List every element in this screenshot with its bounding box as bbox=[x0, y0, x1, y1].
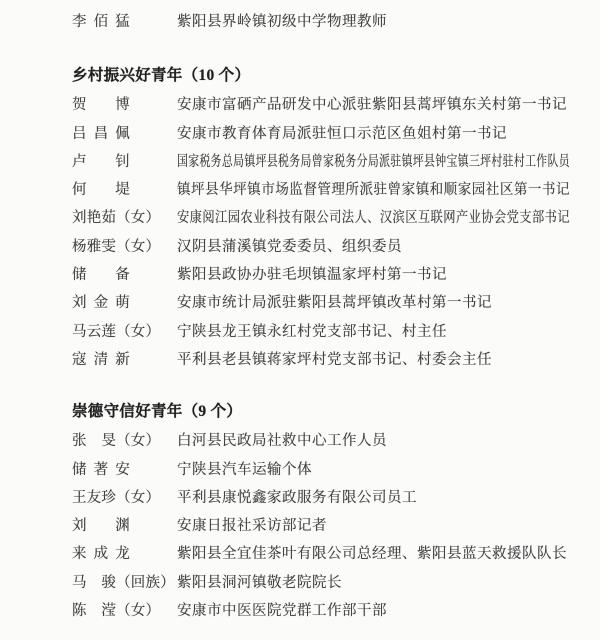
award-section bbox=[72, 397, 570, 625]
recipient-name: 寇清新 bbox=[72, 351, 130, 368]
award-row bbox=[72, 512, 570, 540]
recipient-title: 汉阴县蒲溪镇党委委员、组织委员 bbox=[177, 238, 402, 255]
recipient-title: 紫阳县政协办驻毛坝镇温家坪村第一书记 bbox=[177, 267, 447, 284]
award-row bbox=[72, 569, 570, 597]
recipient-name: 李佰猛 bbox=[72, 14, 130, 30]
section-rows bbox=[72, 91, 570, 374]
award-row bbox=[72, 204, 570, 232]
recipient-title: 平利县康悦鑫家政服务有限公司员工 bbox=[177, 489, 417, 506]
recipient-title: 安康市中医医院党群工作部干部 bbox=[177, 603, 387, 620]
recipient-name: 吕昌佩 bbox=[72, 125, 130, 142]
award-row bbox=[72, 597, 570, 625]
recipient-name: 刘金萌 bbox=[72, 295, 130, 312]
recipient-name-cell bbox=[72, 91, 177, 119]
award-row bbox=[72, 8, 570, 36]
recipient-name-cell bbox=[72, 233, 177, 261]
section-rows bbox=[72, 427, 570, 625]
recipient-name: 来成龙 bbox=[72, 546, 130, 563]
recipient-name-cell bbox=[72, 484, 177, 512]
award-row bbox=[72, 540, 570, 568]
recipient-title: 平利县老县镇蒋家坪村党支部书记、村委会主任 bbox=[177, 351, 492, 368]
award-row bbox=[72, 427, 570, 455]
recipient-name: 贺 博 bbox=[72, 97, 130, 114]
recipient-title: 安康市富硒产品研发中心派驻紫阳县蒿坪镇东关村第一书记 bbox=[177, 97, 567, 114]
recipient-name-cell bbox=[72, 261, 177, 289]
section-title: 崇德守信好青年（9 个） bbox=[72, 403, 243, 421]
recipient-name: 马云莲（女） bbox=[72, 323, 161, 340]
recipient-name: 陈 滢（女） bbox=[72, 603, 161, 620]
recipient-title: 紫阳县界岭镇初级中学物理教师 bbox=[177, 14, 387, 30]
recipient-title: 镇坪县华坪镇市场监督管理所派驻曾家镇和顺家园社区第一书记 bbox=[177, 182, 570, 199]
award-row bbox=[72, 176, 570, 204]
award-row bbox=[72, 233, 570, 261]
recipient-title: 国家税务总局镇坪县税务局曾家税务分局派驻镇坪县钟宝镇三坪村驻村工作队员 bbox=[177, 153, 570, 170]
recipient-name-cell bbox=[72, 289, 177, 317]
recipient-name: 杨雅雯（女） bbox=[72, 238, 161, 255]
recipient-title: 安康市教育体育局派驻恒口示范区鱼姐村第一书记 bbox=[177, 125, 507, 142]
recipient-title: 紫阳县全宜佳茶叶有限公司总经理、紫阳县蓝天救援队队长 bbox=[177, 546, 567, 563]
recipient-name: 何 堤 bbox=[72, 182, 130, 199]
award-row bbox=[72, 261, 570, 289]
recipient-name: 张 旻（女） bbox=[72, 433, 161, 450]
recipient-title: 白河县民政局社救中心工作人员 bbox=[177, 433, 387, 450]
award-row bbox=[72, 318, 570, 346]
recipient-name: 王友珍（女） bbox=[72, 489, 161, 506]
recipient-name-cell bbox=[72, 318, 177, 346]
recipient-name-cell bbox=[72, 176, 177, 204]
recipient-title: 安康市统计局派驻紫阳县蒿坪镇改革村第一书记 bbox=[177, 295, 492, 312]
recipient-title: 紫阳县洞河镇敬老院院长 bbox=[177, 574, 342, 591]
award-row bbox=[72, 484, 570, 512]
recipient-name: 储著安 bbox=[72, 461, 130, 478]
sections-container bbox=[72, 61, 570, 625]
recipient-name-cell bbox=[72, 148, 177, 176]
recipient-name-cell bbox=[72, 120, 177, 148]
award-row bbox=[72, 91, 570, 119]
recipient-title: 宁陕县汽车运输个体 bbox=[177, 461, 312, 478]
award-row bbox=[72, 456, 570, 484]
award-row bbox=[72, 289, 570, 317]
recipient-title: 宁陕县龙王镇永红村党支部书记、村主任 bbox=[177, 323, 447, 340]
recipient-name: 卢 钊 bbox=[72, 153, 130, 170]
recipient-name-cell bbox=[72, 456, 177, 484]
recipient-title: 安康日报社采访部记者 bbox=[177, 518, 327, 535]
award-row bbox=[72, 346, 570, 374]
recipient-name: 马 骏（回族） bbox=[72, 574, 175, 591]
recipient-name-cell bbox=[72, 540, 177, 568]
recipient-name-cell bbox=[72, 427, 177, 455]
recipient-name: 刘 渊 bbox=[72, 518, 130, 535]
recipient-name-cell bbox=[72, 346, 177, 374]
award-row bbox=[72, 148, 570, 176]
recipient-name: 刘艳茹（女） bbox=[72, 210, 161, 227]
recipient-name-cell bbox=[72, 204, 177, 232]
recipient-name: 储 备 bbox=[72, 267, 130, 284]
award-row bbox=[72, 120, 570, 148]
recipient-name-cell bbox=[72, 569, 177, 597]
section-title: 乡村振兴好青年（10 个） bbox=[72, 67, 251, 85]
recipient-name-cell bbox=[72, 512, 177, 540]
recipient-name-cell bbox=[72, 8, 177, 36]
recipient-name-cell bbox=[72, 597, 177, 625]
award-section bbox=[72, 61, 570, 374]
recipient-title: 安康阅江园农业科技有限公司法人、汉滨区互联网产业协会党支部书记 bbox=[177, 210, 570, 227]
